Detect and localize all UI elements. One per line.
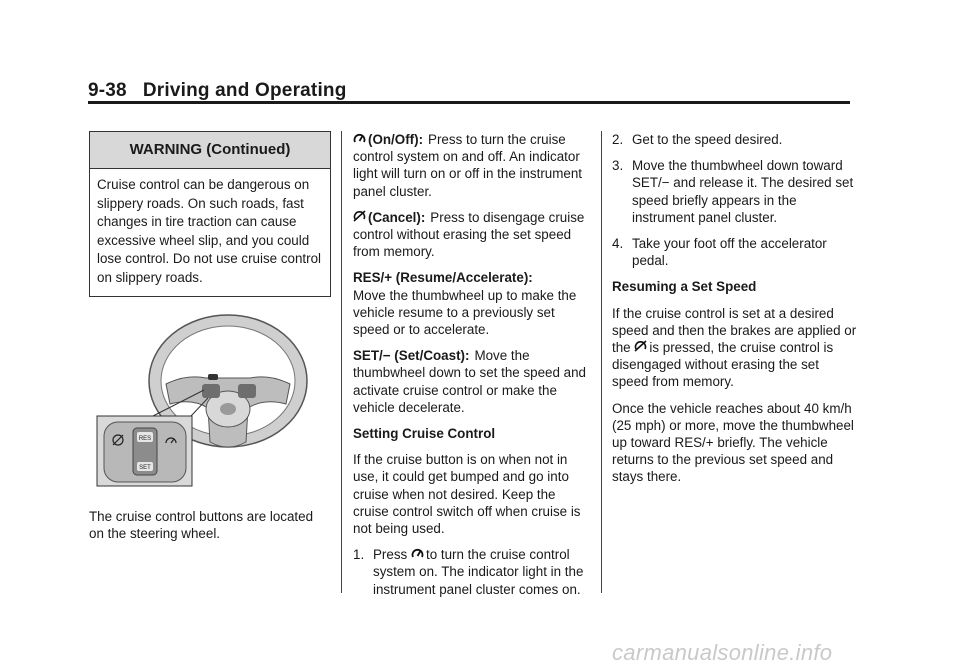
column-1 bbox=[89, 131, 331, 297]
step-text: Get to the speed desired. bbox=[632, 132, 783, 147]
cancel-paragraph bbox=[353, 209, 591, 261]
resuming-paragraph bbox=[612, 305, 857, 391]
header-rule bbox=[88, 101, 850, 104]
setting-heading: Setting Cruise Control bbox=[353, 426, 496, 442]
step-list-1 bbox=[353, 546, 591, 598]
column-divider-1 bbox=[341, 131, 342, 593]
cruise-cancel-icon bbox=[353, 210, 366, 222]
column-divider-2 bbox=[601, 131, 602, 593]
list-item bbox=[612, 157, 857, 226]
column-3 bbox=[612, 131, 857, 495]
step-text: Take your foot off the accelerator pedal. bbox=[632, 236, 827, 269]
steering-wheel-figure bbox=[96, 312, 310, 492]
warning-body: Cruise control can be dangerous on slippery roads. On such roads, fast changes in tire traction can cause excessive wheel slip, and you could lose control. Do not use cruise control on slippery roads. bbox=[97, 177, 322, 285]
on-off-paragraph bbox=[353, 131, 591, 200]
resuming-heading: Resuming a Set Speed bbox=[612, 279, 757, 295]
res-text: Move the thumbwheel up to make the vehicle resume to a previously set speed or to accelerate. bbox=[353, 287, 577, 338]
page-header bbox=[88, 80, 347, 102]
step-list-2 bbox=[612, 131, 857, 269]
resuming-text-post: is pressed, the cruise control is disengaged without erasing the set speed from memory. bbox=[612, 340, 834, 390]
column-2 bbox=[353, 131, 591, 607]
cruise-on-off-icon bbox=[353, 132, 366, 144]
cruise-on-off-icon bbox=[411, 547, 424, 559]
section-title: Driving and Operating bbox=[142, 80, 347, 101]
step-text: to turn the cruise control system on. The indicator light in the instrument panel cluster comes on. bbox=[373, 547, 584, 597]
set-paragraph bbox=[353, 347, 591, 416]
warning-box bbox=[89, 131, 331, 297]
setting-text: If the cruise button is on when not in use, it could get bumped and go into cruise when not desired. Keep the cruise control switch off when cruise is not being used. bbox=[353, 452, 581, 537]
step-number: 3. bbox=[612, 158, 624, 174]
step-number: 1. bbox=[353, 547, 365, 563]
res-label: RES bbox=[138, 436, 152, 442]
resuming-text-pre: If the cruise control is set at a desired speed and then the brakes are applied or the bbox=[612, 305, 857, 356]
step-text: Move the thumbwheel down toward SET/− and release it. The desired set speed briefly appears in the instrument panel cluster. bbox=[632, 158, 854, 225]
page-number: 9-38 bbox=[88, 80, 127, 101]
set-label: SET bbox=[139, 465, 151, 471]
cancel-label: (Cancel): bbox=[368, 209, 426, 225]
on-off-label: (On/Off): bbox=[368, 132, 424, 147]
on-off-text: Press to turn the cruise control system on and off. An indicator light will turn on or off in the instrument panel cluster. bbox=[353, 132, 582, 199]
res-label-text: RES/+ (Resume/Accelerate): bbox=[353, 270, 533, 286]
cancel-text: Press to disengage cruise control without erasing the set speed from memory. bbox=[353, 209, 585, 260]
step-number: 2. bbox=[612, 132, 624, 147]
list-item bbox=[612, 235, 857, 269]
watermark: carmanualsonline.info bbox=[612, 640, 833, 665]
list-item bbox=[612, 131, 857, 148]
step-number: 4. bbox=[612, 236, 624, 252]
figure-caption: The cruise control buttons are located on the steering wheel. bbox=[89, 509, 314, 542]
res-paragraph bbox=[353, 269, 591, 338]
set-label-text: SET/− (Set/Coast): bbox=[353, 348, 470, 364]
cruise-cancel-icon bbox=[634, 340, 647, 352]
warning-title: WARNING (Continued) bbox=[90, 132, 330, 169]
set-text: Move the thumbwheel down to set the speed and activate cruise control or make the vehicle decelerate. bbox=[353, 348, 587, 415]
list-item bbox=[353, 546, 591, 598]
step-text-pre: Press bbox=[373, 547, 408, 563]
reach-paragraph: Once the vehicle reaches about 40 km/h (25 mph) or more, move the thumbwheel up toward RES/+ briefly. The vehicle returns to the previous set speed and stays there. bbox=[612, 400, 854, 485]
